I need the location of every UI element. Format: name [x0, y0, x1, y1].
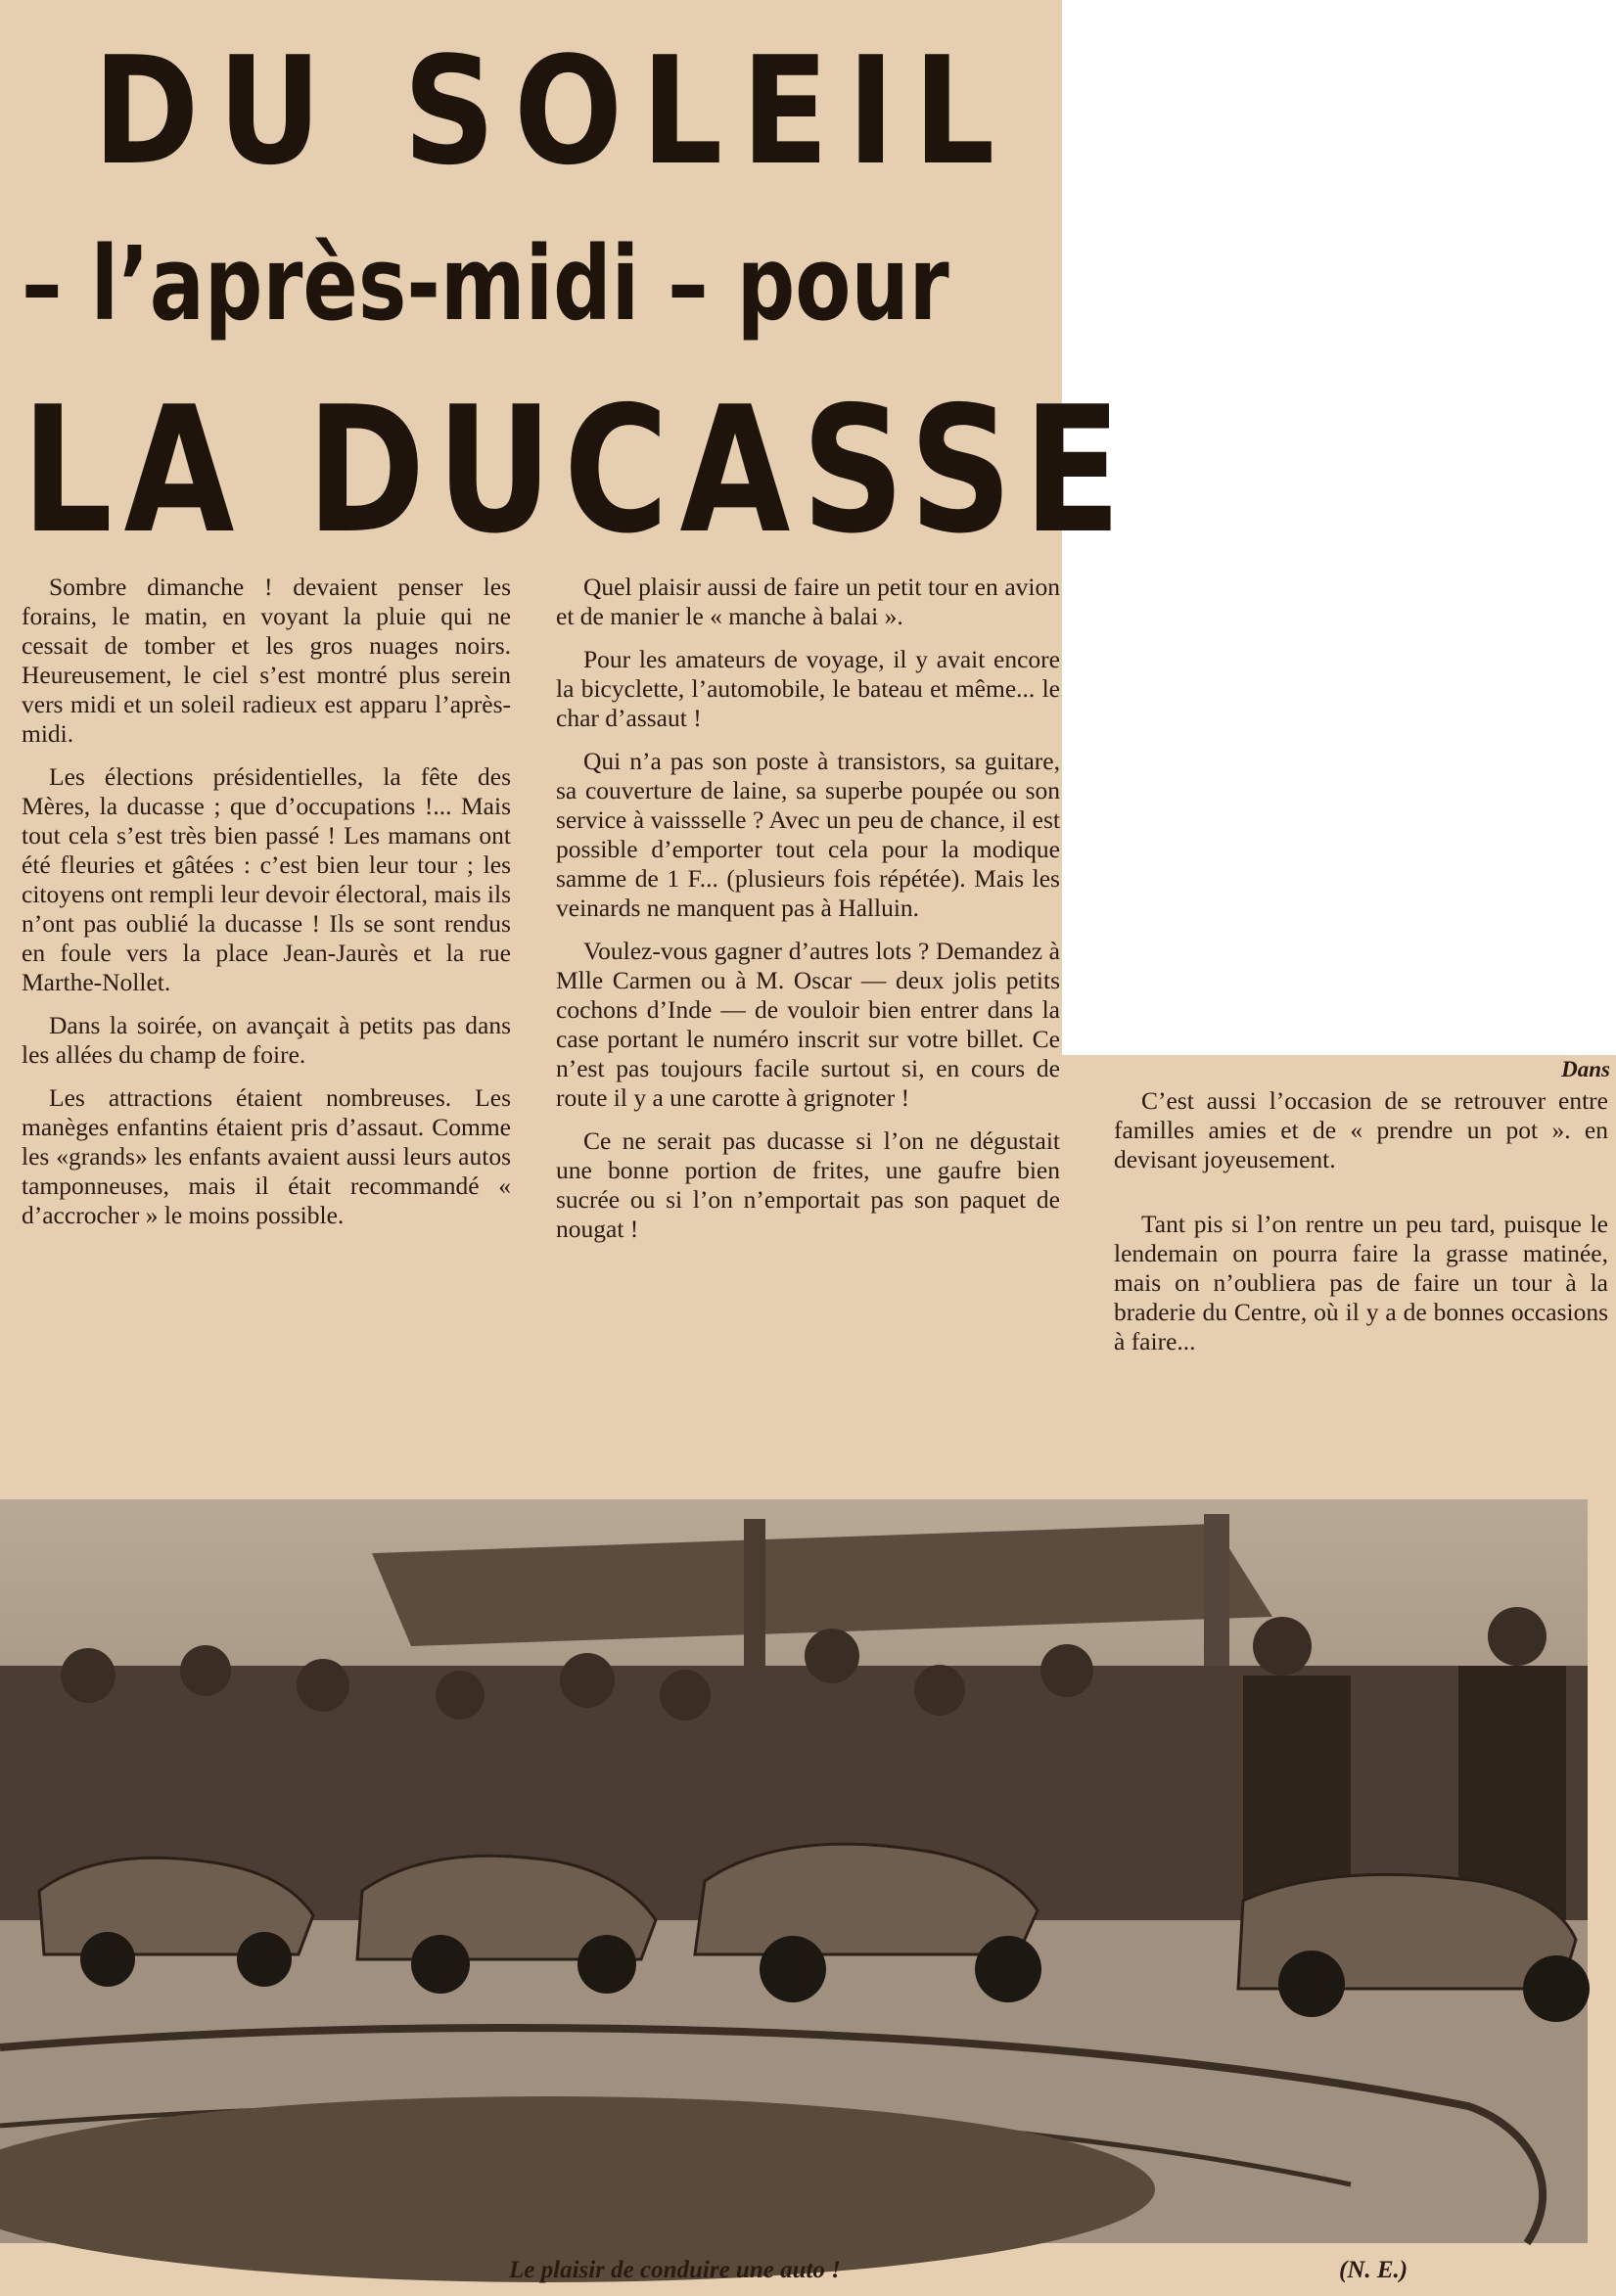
- paragraph: Voulez-vous gagner d’autres lots ? Demandez à Mlle Carmen ou à M. Oscar — deux jolis petits cochons d’Inde — de vouloir bien entrer dans la case portant le numéro inscrit sur votre billet. Ce n’est pas toujours facile surtout si, en cours de route il y a une carotte à grignoter !: [556, 937, 1060, 1112]
- paragraph: Les élections présidentielles, la fête des Mères, la ducasse ; que d’occupations !... Mais tout cela s’est très bien passé ! Les mamans ont été fleuries et gâtées : c’est bien leur tour ; les citoyens ont rempli leur devoir électoral, mais ils n’ont pas oublié la ducasse ! Ils se sont rendus en foule vers la place Jean-Jaurès et la rue Marthe-Nollet.: [22, 762, 511, 996]
- photo-credit: (N. E.): [1339, 2257, 1408, 2283]
- article-column-3: [1114, 1086, 1608, 1392]
- headline-line-2: – l’après-midi – pour: [22, 224, 949, 344]
- headline-line-3: LA DUCASSE: [22, 369, 1132, 572]
- paragraph: Dans la soirée, on avançait à petits pas dans les allées du champ de foire.: [22, 1011, 511, 1069]
- paragraph: Quel plaisir aussi de faire un petit tour en avion et de manier le « manche à balai ».: [556, 573, 1060, 630]
- paragraph: Les attractions étaient nombreuses. Les manèges enfantins étaient pris d’assaut. Comme les «grands» les enfants avaient aussi leurs autos tamponneuses, mais il était recommandé « d’accrocher » le moins possible.: [22, 1083, 511, 1229]
- article-column-1: [22, 573, 511, 1244]
- article-column-2: [556, 573, 1060, 1258]
- photo-illustration: [0, 1499, 1588, 2243]
- headline-line-1: DU SOLEIL: [93, 24, 1014, 198]
- paragraph: Ce ne serait pas ducasse si l’on ne dégustait une bonne portion de frites, une gaufre bien sucrée ou si l’on n’emportait pas son paquet de nougat !: [556, 1126, 1060, 1243]
- paragraph: Qui n’a pas son poste à transistors, sa guitare, sa couverture de laine, sa superbe poupée ou son service à vaissselle ? Avec un peu de chance, il est possible d’emporter tout cela pour la modique samme de 1 F... (plusieurs fois répétée). Mais les veinards ne manquent pas à Halluin.: [556, 747, 1060, 922]
- paragraph: Pour les amateurs de voyage, il y avait encore la bicyclette, l’automobile, le bateau et même... le char d’assaut !: [556, 645, 1060, 732]
- paragraph: Sombre dimanche ! devaient penser les forains, le matin, en voyant la pluie qui ne cessait de tomber et les gros nuages noirs. Heureusement, le ciel s’est montré plus serein vers midi et un soleil radieux est apparu l’après-midi.: [22, 573, 511, 748]
- photograph-kids-driving-cars: [0, 1499, 1588, 2243]
- paragraph: Tant pis si l’on rentre un peu tard, puisque le lendemain on pourra faire la grasse matinée, mais on n’oubliera pas de faire un tour à la braderie du Centre, où il y a de bonnes occasions à faire...: [1114, 1210, 1608, 1355]
- photo-caption: Le plaisir de conduire une auto !: [509, 2257, 841, 2283]
- column-3-kicker: Dans: [1561, 1057, 1610, 1081]
- paragraph: C’est aussi l’occasion de se retrouver entre familles amies et de « prendre un pot ». en devisant joyeusement.: [1114, 1086, 1608, 1173]
